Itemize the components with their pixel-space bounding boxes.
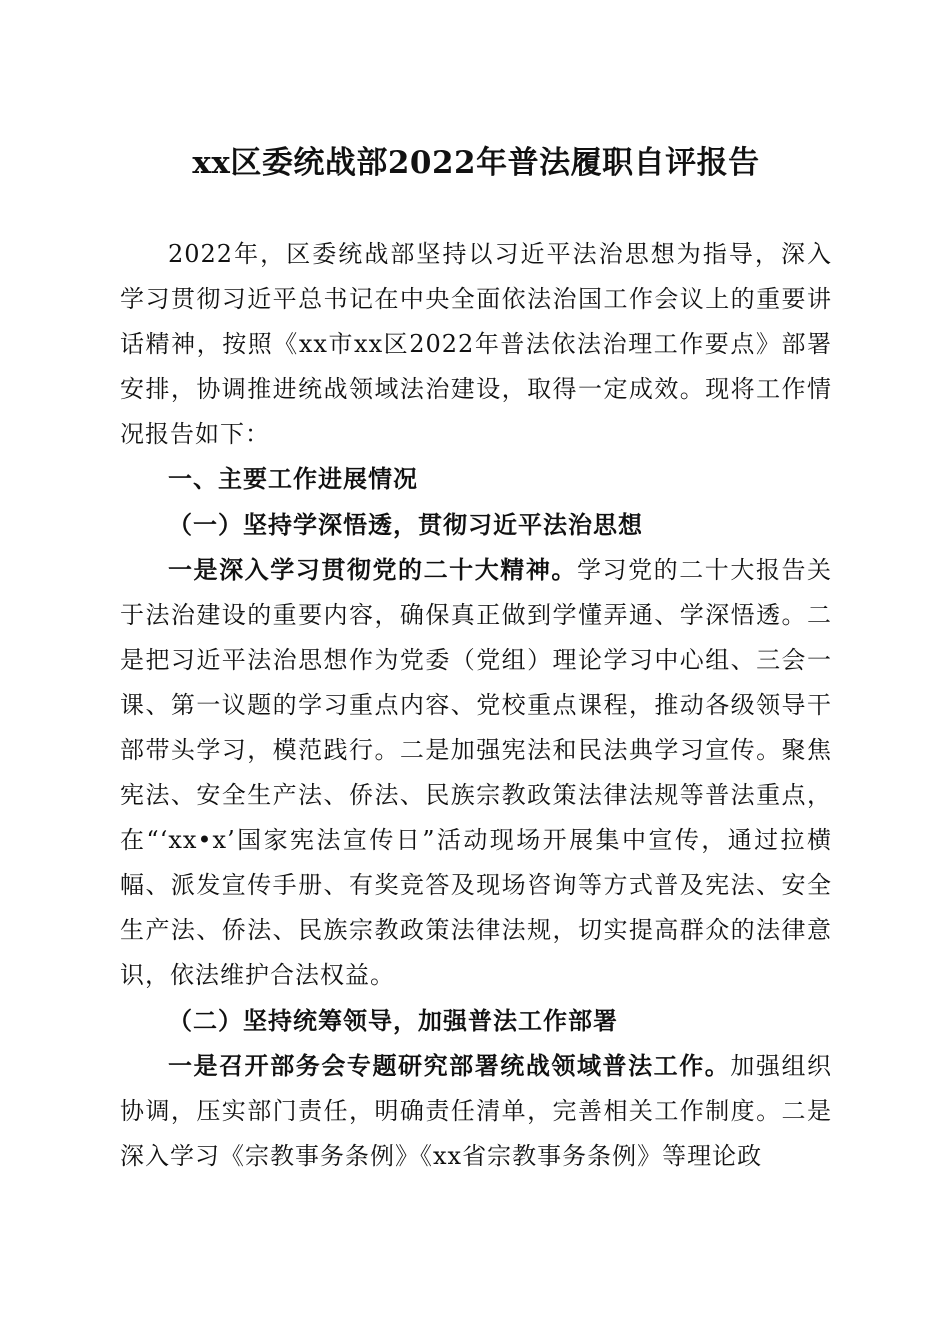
subsection-1-lead: 一是深入学习贯彻党的二十大精神。 — [168, 555, 577, 584]
subsection-1-paragraph — [120, 547, 832, 998]
intro-paragraph: 2022年，区委统战部坚持以习近平法治思想为指导，深入学习贯彻习近平总书记在中央全面依法治国工作会议上的重要讲话精神，按照《xx市xx区2022年普法依法治理工作要点》部署安排，协调推进统战领域法治建设，取得一定成效。现将工作情况报告如下： — [120, 240, 832, 448]
subsection-2-body: 加强组织协调，压实部门责任，明确责任清单，完善相关工作制度。二是深入学习《宗教事务条例》《xx省宗教事务条例》等理论政 — [120, 1052, 833, 1170]
section-heading-1: 一、主要工作进展情况 — [168, 465, 418, 493]
subsection-2-paragraph — [120, 1043, 832, 1179]
document-title: xx区委统战部2022年普法履职自评报告 — [192, 145, 760, 181]
document-page — [120, 140, 832, 1179]
subsection-heading-1: （一）坚持学深悟透，贯彻习近平法治思想 — [168, 510, 643, 539]
subsection-2-lead: 一是召开部务会专题研究部署统战领域普法工作。 — [168, 1051, 731, 1080]
subsection-heading-2: （二）坚持统筹领导，加强普法工作部署 — [168, 1006, 618, 1035]
subsection-1-body: 学习党的二十大报告关于法治建设的重要内容，确保真正做到学懂弄通、学深悟透。二是把习近平法治思想作为党委（党组）理论学习中心组、三会一课、第一议题的学习重点内容、党校重点课程，推动各级领导干部带头学习，模范践行。二是加强宪法和民法典学习宣传。聚焦宪法、安全生产法、侨法、民族宗教政策法律法规等普法重点，在“‘xx•x’国家宪法宣传日”活动现场开展集中宣传，通过拉横幅、派发宣传手册、有奖竞答及现场咨询等方式普及宪法、安全生产法、侨法、民族宗教政策法律法规，切实提高群众的法律意识，依法维护合法权益。 — [120, 556, 833, 989]
